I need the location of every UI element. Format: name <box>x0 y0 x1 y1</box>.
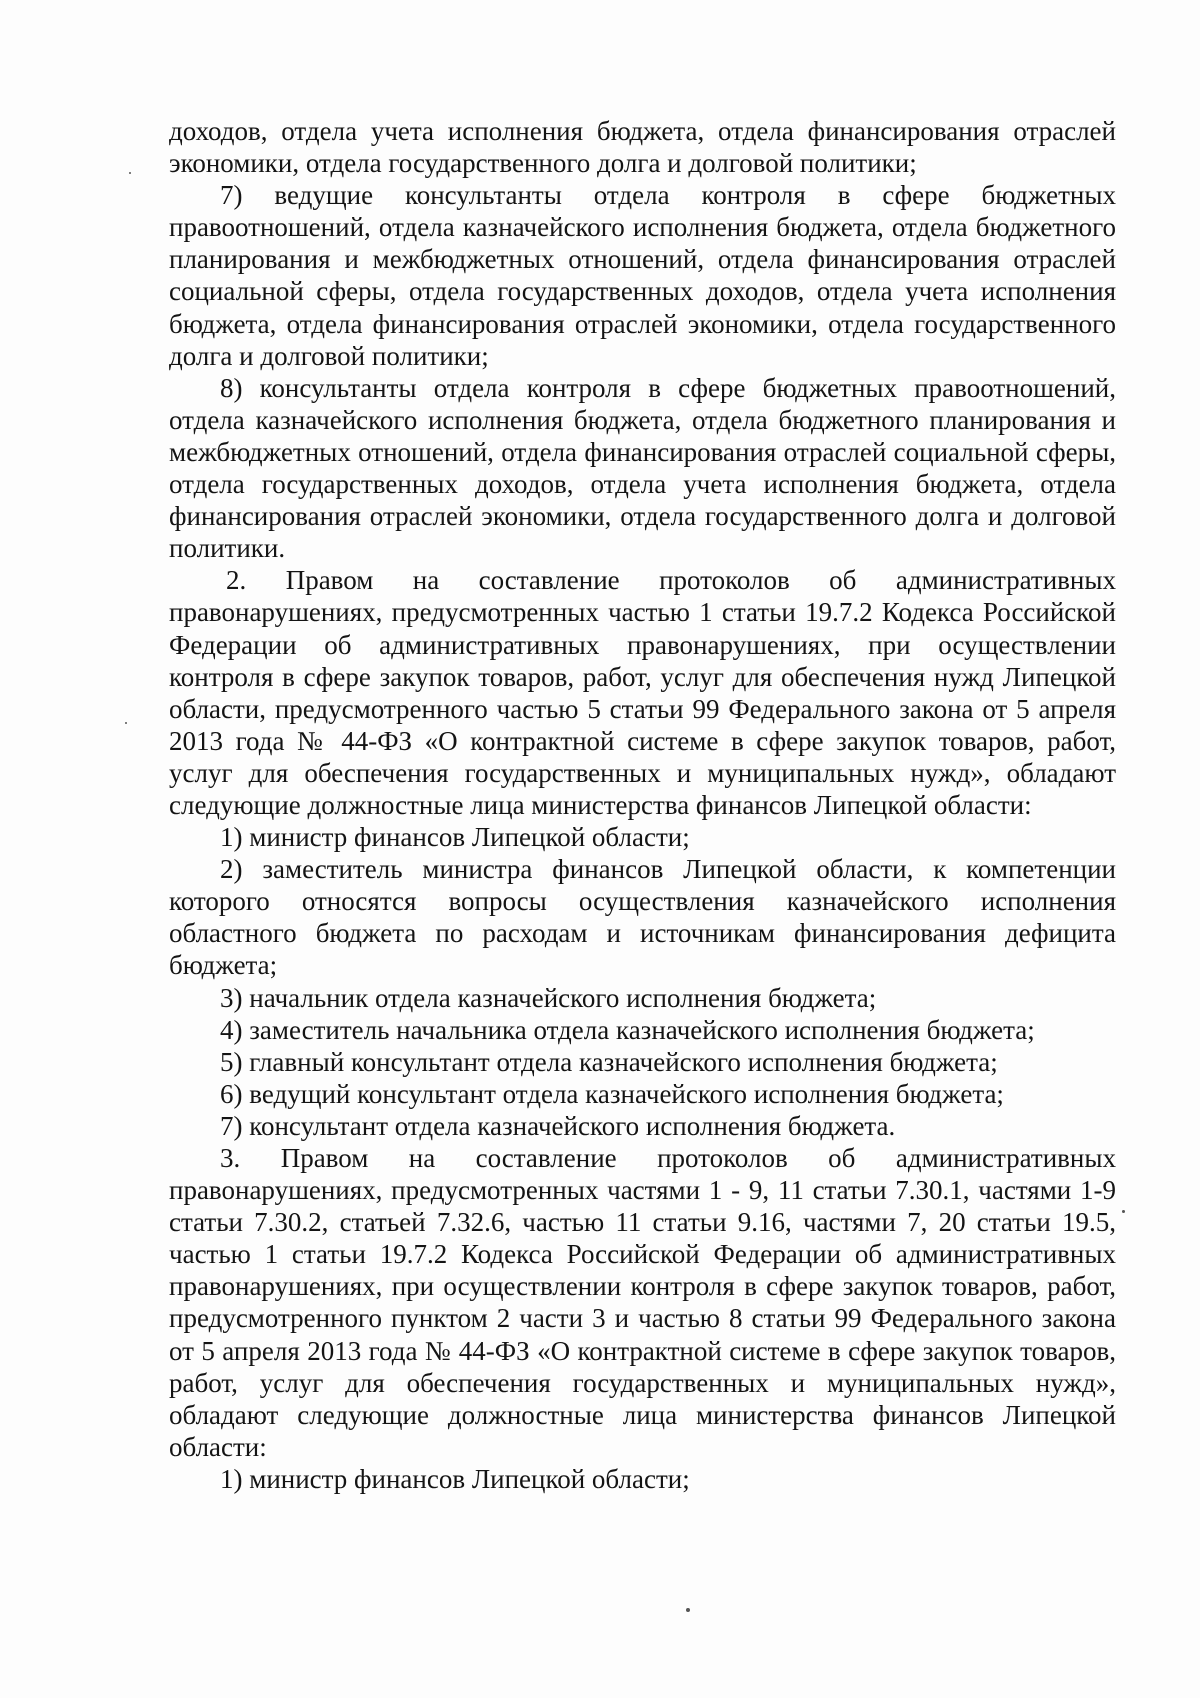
paragraph-section-2: 2. Правом на составление протоколов об административных правонарушениях, предусмотренных частью 1 статьи 19.7.2 Кодекса Российской Федерации об административных правонарушениях, при осуществлении контроля в сфере закупок товаров, работ, услуг для обеспечения нужд Липецкой области, предусмотренного частью 5 статьи 99 Федерального закона от 5 апреля 2013 года № 44-ФЗ «О контрактной системе в сфере закупок товаров, работ, услуг для обеспечения государственных и муниципальных нужд», обладают следующие должностные лица министерства финансов Липецкой области: <box>169 565 1116 820</box>
scan-speck <box>125 722 127 724</box>
list-item-consultant: 7) консультант отдела казначейского исполнения бюджета. <box>220 1110 896 1141</box>
paragraph-continuation: доходов, отдела учета исполнения бюджета, отдела финансирования отраслей экономики, отдела государственного долга и долговой политики; <box>169 116 1116 179</box>
scan-speck <box>1122 1210 1125 1213</box>
paragraph-item-7: 7) ведущие консультанты отдела контроля в сфере бюджетных правоотношений, отдела казначейского исполнения бюджета, отдела бюджетного планирования и межбюджетных отношений, отдела финансирования отраслей социальной сферы, отдела государственных доходов, отдела учета исполнения бюджета, отдела финансирования отраслей экономики, отдела государственного долга и долговой политики; <box>169 180 1116 371</box>
list-item-minister: 1) министр финансов Липецкой области; <box>220 822 690 853</box>
document-body <box>169 115 1116 1495</box>
scan-speck <box>129 172 131 174</box>
list-item-lead-consultant: 6) ведущий консультант отдела казначейского исполнения бюджета; <box>220 1078 1004 1109</box>
paragraph-item-8: 8) консультанты отдела контроля в сфере бюджетных правоотношений, отдела казначейского исполнения бюджета, отдела бюджетного планирования и межбюджетных отношений, отдела финансирования отраслей социальной сферы, отдела государственных доходов, отдела учета исполнения бюджета, отдела финансирования отраслей экономики, отдела государственного долга и долговой политики. <box>169 372 1116 564</box>
list-item-minister-2: 1) министр финансов Липецкой области; <box>220 1463 690 1494</box>
list-item-deputy-minister: 2) заместитель министра финансов Липецкой области, к компетенции которого относятся вопросы осуществления казначейского исполнения областного бюджета по расходам и источникам финансирования дефицита бюджета; <box>169 854 1116 981</box>
paragraph-section-3: 3. Правом на составление протоколов об административных правонарушениях, предусмотренных частями 1 - 9, 11 статьи 7.30.1, частями 1-9 статьи 7.30.2, статьей 7.32.6, частью 11 статьи 9.16, частями 7, 20 статьи 19.5, частью 1 статьи 19.7.2 Кодекса Российской Федерации об административных правонарушениях, при осуществлении контроля в сфере закупок товаров, работ, предусмотренного пунктом 2 части 3 и частью 8 статьи 99 Федерального закона от 5 апреля 2013 года № 44-ФЗ «О контрактной системе в сфере закупок товаров, работ, услуг для обеспечения государственных и муниципальных нужд», обладают следующие должностные лица министерства финансов Липецкой области: <box>169 1143 1116 1462</box>
list-item-department-head: 3) начальник отдела казначейского исполнения бюджета; <box>220 982 877 1013</box>
scan-speck <box>686 1608 690 1612</box>
list-item-deputy-head: 4) заместитель начальника отдела казначейского исполнения бюджета; <box>220 1014 1035 1045</box>
list-item-chief-consultant: 5) главный консультант отдела казначейского исполнения бюджета; <box>220 1046 998 1077</box>
